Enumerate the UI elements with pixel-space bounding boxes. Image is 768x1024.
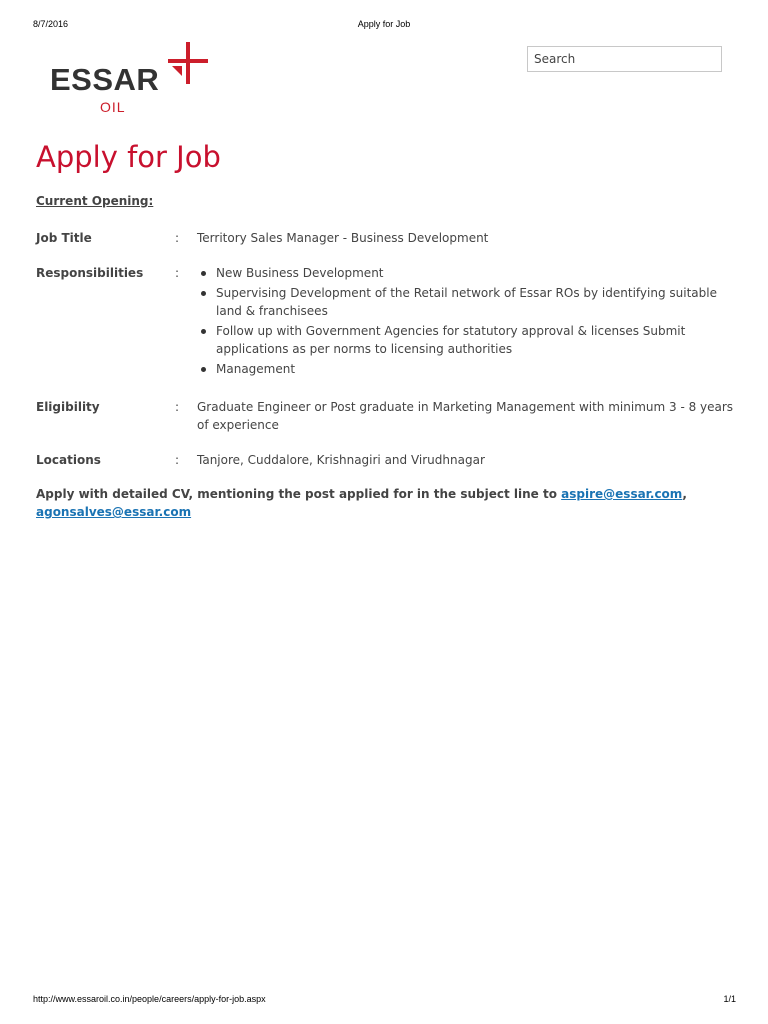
print-page-number: 1/1: [723, 994, 736, 1004]
logo-wordmark: ESSAR: [50, 62, 160, 97]
logo-star-icon: [168, 42, 208, 84]
essar-oil-logo[interactable]: [50, 42, 210, 118]
print-date: 8/7/2016: [33, 19, 69, 29]
locations-value: Tanjore, Cuddalore, Krishnagiri and Virudhnagar: [197, 453, 485, 467]
separator: :: [175, 453, 180, 467]
responsibilities-label: Responsibilities: [36, 266, 144, 280]
email-joiner: ,: [682, 487, 687, 501]
current-opening-label: Current Opening:: [36, 194, 154, 208]
print-url: http://www.essaroil.co.in/people/careers/apply-for-job.aspx: [33, 994, 266, 1004]
responsibilities-list: [197, 264, 735, 380]
separator: :: [175, 266, 180, 280]
email-link-aspire[interactable]: aspire@essar.com: [561, 487, 683, 501]
logo-sub: OIL: [100, 99, 126, 115]
list-item: Supervising Development of the Retail network of Essar ROs by identifying suitable land & franchisees: [197, 284, 735, 320]
email-link-agonsalves[interactable]: agonsalves@essar.com: [36, 505, 192, 519]
list-item: Follow up with Government Agencies for statutory approval & licenses Submit applications as per norms to licensing authorities: [197, 322, 735, 358]
list-item: Management: [197, 360, 735, 378]
print-page-title: Apply for Job: [357, 19, 411, 29]
apply-instructions: [36, 485, 736, 521]
locations-label: Locations: [36, 453, 101, 467]
apply-text: Apply with detailed CV, mentioning the post applied for in the subject line to: [36, 487, 562, 501]
eligibility-value: Graduate Engineer or Post graduate in Marketing Management with minimum 3 - 8 years of experience: [197, 400, 734, 432]
job-title-label: Job Title: [36, 231, 92, 245]
list-item: New Business Development: [197, 264, 735, 282]
eligibility-label: Eligibility: [36, 400, 100, 414]
page-title: Apply for Job: [36, 140, 221, 174]
job-title-value: Territory Sales Manager - Business Development: [197, 231, 489, 245]
search-input[interactable]: [527, 46, 722, 72]
separator: :: [175, 231, 180, 245]
separator: :: [175, 400, 180, 414]
